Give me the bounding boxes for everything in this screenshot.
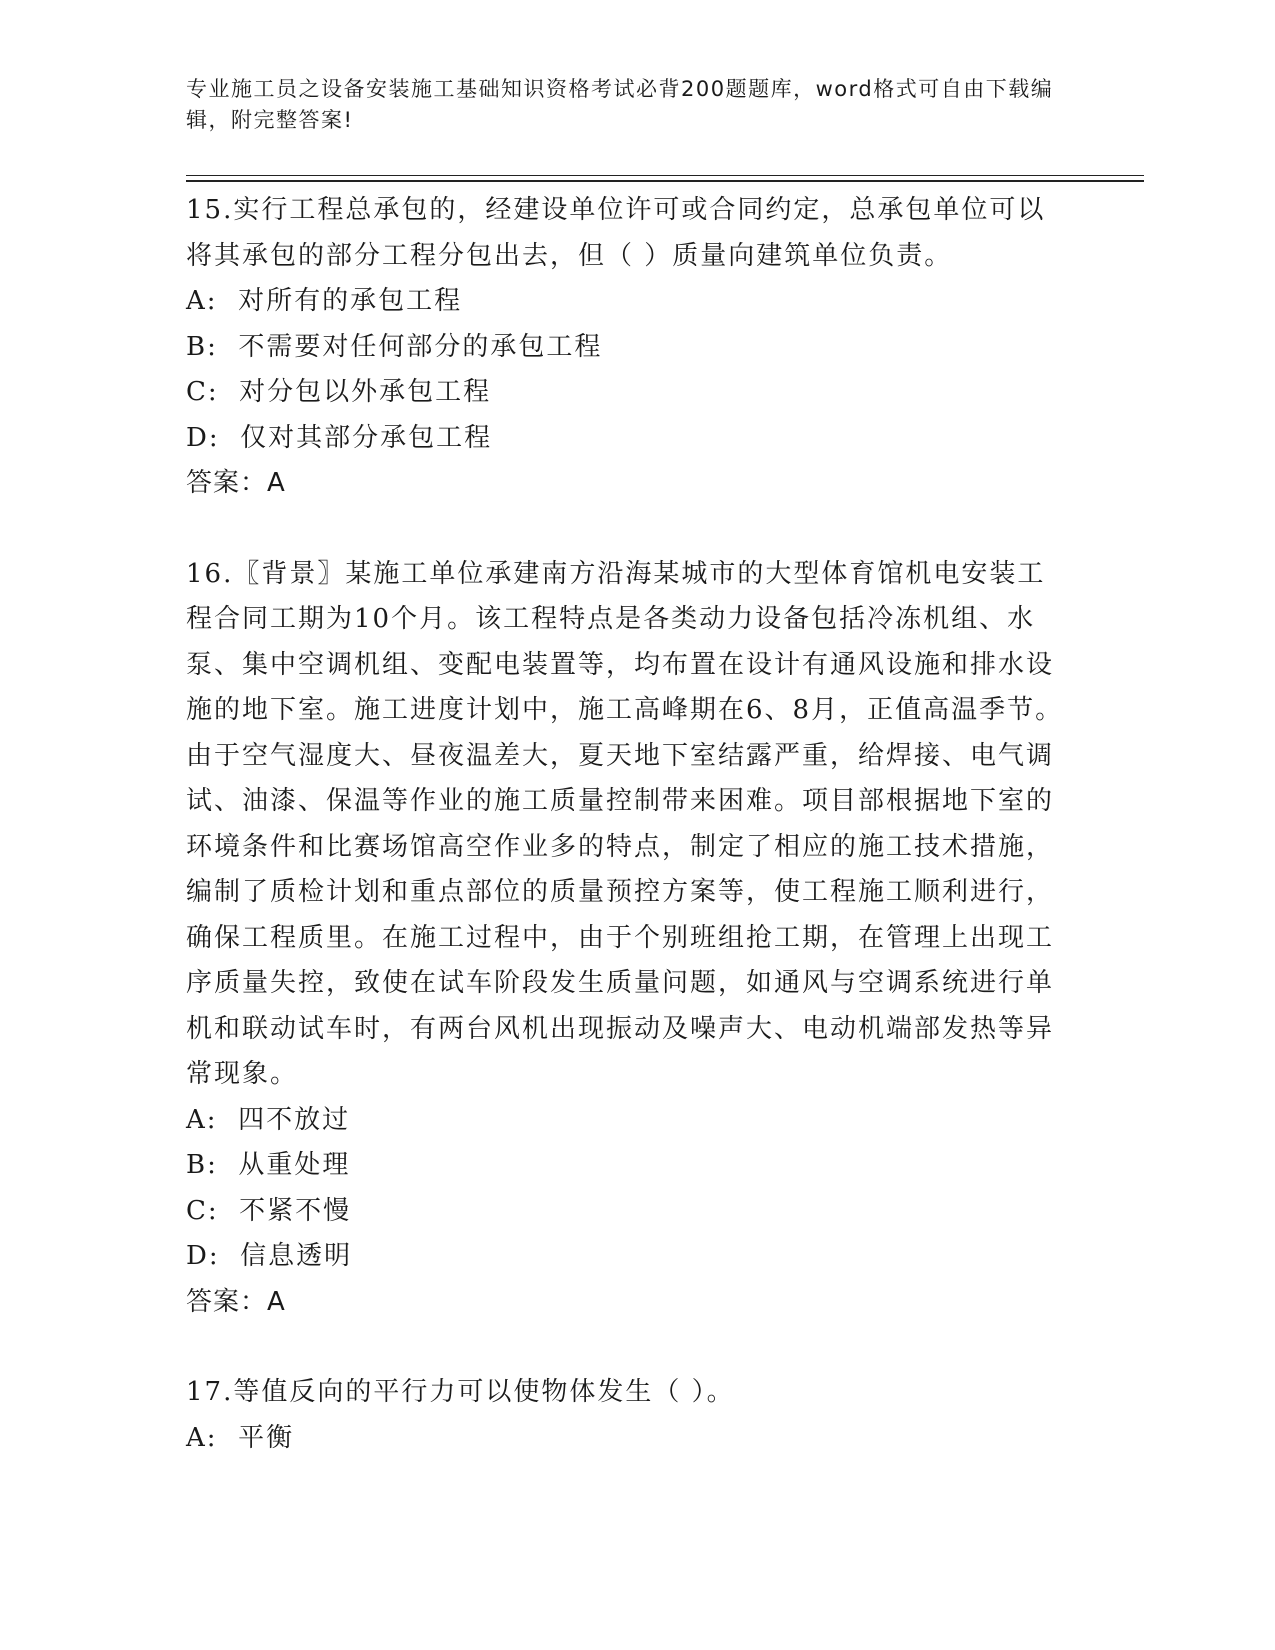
question-16 [186, 552, 1066, 1326]
document-body [186, 188, 1066, 1461]
answer: 答案：A [186, 1286, 286, 1317]
option-d: D: 仅对其部分承包工程 [186, 422, 493, 453]
question-stem: 15.实行工程总承包的，经建设单位许可或合同约定，总承包单位可以将其承包的部分工程分包出去，但（ ）质量向建筑单位负责。 [186, 195, 1046, 271]
header-divider-thin [186, 175, 1144, 176]
question-15 [186, 188, 1066, 507]
question-17 [186, 1370, 1066, 1461]
option-b: B: 不需要对任何部分的承包工程 [186, 331, 603, 362]
option-a: A: 平衡 [186, 1422, 295, 1453]
header-divider-thick [186, 180, 1144, 182]
option-a: A: 对所有的承包工程 [186, 286, 463, 316]
question-stem: 16.〖背景〗某施工单位承建南方沿海某城市的大型体育馆机电安装工程合同工期为10个月。该工程特点是各类动力设备包括冷冻机组、水泵、集中空调机组、变配电装置等，均布置在设计有通风设施和排水设施的地下室。施工进度计划中，施工高峰期在6、8月，正值高温季节。由于空气湿度大、昼夜温差大，夏天地下室结露严重，给焊接、电气调试、油漆、保温等作业的施工质量控制带来困难。项目部根据地下室的环境条件和比赛场馆高空作业多的特点，制定了相应的施工技术措施，编制了质检计划和重点部位的质量预控方案等，使工程施工顺利进行，确保工程质里。在施工过程中，由于个别班组抢工期，在管理上出现工序质量失控，致使在试车阶段发生质量问题，如通风与空调系统进行单机和联动试车时，有两台风机出现振动及噪声大、电动机端部发热等异常现象。 [186, 558, 1064, 1089]
option-c: C: 对分包以外承包工程 [186, 377, 492, 407]
question-stem: 17.等值反向的平行力可以使物体发生（ ）。 [186, 1377, 735, 1407]
option-b: B: 从重处理 [186, 1150, 351, 1180]
option-a: A: 四不放过 [186, 1104, 351, 1135]
option-d: D: 信息透明 [186, 1241, 353, 1271]
answer: 答案：A [186, 468, 286, 498]
document-header: 专业施工员之设备安装施工基础知识资格考试必背200题题库，word格式可自由下载编辑，附完整答案! [186, 77, 1054, 132]
option-c: C: 不紧不慢 [186, 1195, 352, 1226]
